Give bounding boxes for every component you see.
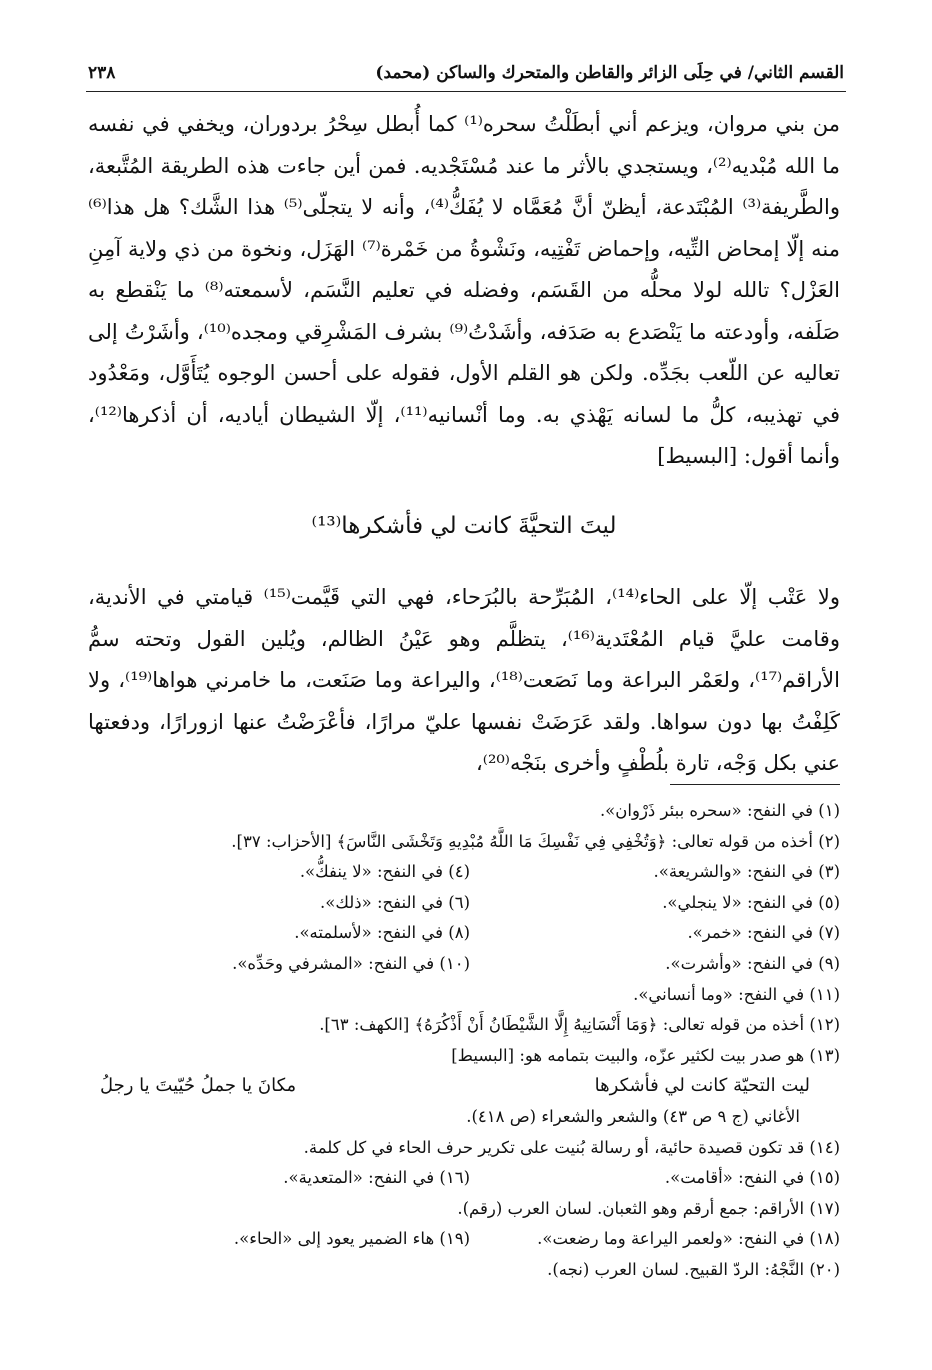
footnote-9: (٩) في النفح: «وأشرت». [665,953,840,973]
page-number: ٢٣٨ [88,63,116,83]
verse-second-hemistich: مكانَ يا جملُ حُيّيتَ يا رجلُ [100,1075,297,1097]
footnote-row-15-16 [100,1163,840,1194]
footnote-7: (٧) في النفح: «خمر». [687,923,840,943]
footnote-11: (١١) في النفح: «وما أنساني». [633,984,840,1004]
footnote-5: (٥) في النفح: «لا ينجلي». [662,892,840,912]
footnote-12: (١٢) أخذه من قوله تعالى: ﴿وَمَا أَنْسَانِيهُ إِلَّا الشَّيْطَانُ أَنْ أَذْكُرَهُ﴾ [الكهف: ٦٣]. [319,1015,840,1035]
footnote-1: (١) في النفح: «سحره ببئر ذَرْوان». [599,801,840,820]
footnote-10: (١٠) في النفح: «المشرفي وحَدِّه». [232,953,470,973]
footnote-13-source: الأغاني (ج ٩ ص ٤٣) والشعر والشعراء (ص ٤١٨). [466,1106,800,1126]
footnote-row-3-4 [100,857,840,888]
verse-line: ليتَ التحيَّةَ كانت لي فأشكرها⁽¹³⁾ [311,513,617,539]
page-header [88,58,844,88]
footnote-17: (١٧) الأراقم: جمع أرقم وهو الثعبان. لسان العرب (رقم). [457,1198,840,1218]
verse-first-hemistich: ليت التحيّة كانت لي فأشكرها [594,1075,810,1097]
footnote-row-7-8 [100,918,840,949]
footnote-14: (١٤) قد تكون قصيدة حائية، أو رسالة بُنيت على تكرير حرف الحاء في كل كلمة. [303,1137,840,1157]
footnote-18: (١٨) في النفح: «ولعمر اليراعة وما رضعت». [537,1229,840,1249]
footnote-16: (١٦) في النفح: «المتعدية». [283,1168,470,1188]
running-title: القسم الثاني/ في حِلَى الزائر والقاطن والمتحرك والساكن (محمد) [375,63,844,83]
footnote-20: (٢٠) النَّجْهُ: الردّ القبيح. لسان العرب (نجه). [547,1259,840,1279]
main-text-block-1 [88,104,840,478]
footnote-row-18-19 [100,1224,840,1255]
footnote-13: (١٣) هو صدر بيت لكثير عزّه، والبيت بتمامه هو: [البسيط] [451,1045,840,1065]
footnote-19: (١٩) هاء الضمير يعود إلى «الحاء». [233,1229,470,1249]
footnotes [100,796,840,1286]
footnote-row-5-6 [100,888,840,919]
footnote-row-9-10 [100,949,840,980]
main-text-block-2 [88,556,840,806]
paragraph-1: من بني مروان، ويزعم أني أبطَلْتُ سحره⁽¹⁾ كما أُبطل سِحْرُ بردوران، ويخفي في نفسه ما الله مُبْديه⁽²⁾، ويستجدي بالأثر ما عند مُسْتَجْديه. فمن أين جاءت هذه الطريقة المُتَّبعة، والطَّريفة⁽³⁾ المُبْتَدعة، أيظنّ أنَّ مُعَمَّاه لا يُفَكُّ⁽⁴⁾، وأنه لا يتجلّى⁽⁵⁾ هذا الشَّك؟ هل هذا⁽⁶⁾ منه إلّا إمحاض التِّيه، وإحماض تَفْتِيه، ونَشْوةُ من خَمْرة⁽⁷⁾ الهَزَل، ونخوة من ذي ولاية آمِنِ العَزْل؟ تالله لولا محلُّه من القَسَم، وفضله في تعليم النَّسَم، لأسمعته⁽⁸⁾ ما يَنْقطع به صَلَفه، وأودعته ما يَنْصَدع به صَدَفه، وأشَدْتُ⁽⁹⁾ بشرف المَشْرِقي ومجده⁽¹⁰⁾، وأشَرْتُ إلى تعاليه عن اللّعب بجَدِّه. ولكن هو القلم الأول، فقوله على أحسن الوجوه يُتَأَوَّل، ومَعْدُود في تهذيبه، كلُّ ما لسانه يَهْذي به. وما أنْسانيه⁽¹¹⁾، إلّا الشيطان أياديه، أن أذكرها⁽¹²⁾، وأنما أقول: [البسيط] [88,112,841,468]
footnote-2: (٢) أخذه من قوله تعالى: ﴿وَتُخْفِي فِي نَفْسِكَ مَا اللَّهُ مُبْدِيهِ وَتَخْشَى النَّاسَ﴾ [الأحزاب: ٣٧]. [231,831,840,851]
header-rule [86,91,846,92]
footnotes-separator [670,784,840,785]
footnote-8: (٨) في النفح: «لأسلمته». [294,923,470,943]
footnote-15: (١٥) في النفح: «أقامت». [664,1168,840,1188]
footnote-3: (٣) في النفح: «والشريعة». [653,862,840,882]
footnote-6: (٦) في النفح: «ذلك». [320,892,470,912]
paragraph-2: ولا عَتْب إلّا على الحاء⁽¹⁴⁾، المُبَرِّحة بالبُرَحاء، فهي التي قَيَّمت⁽¹⁵⁾ قيامتي في الأندية، وقامت عليَّ قيام المُعْتَدية⁽¹⁶⁾، يتظلَّم وهو عَيْنُ الظالم، ويُلين القول وتحته سمُّ الأراقم⁽¹⁷⁾، ولعَمْر البراعة وما نَصَعت⁽¹⁸⁾، واليراعة وما صَنَعت، ما خامرني هواها⁽¹⁹⁾، ولا كَلِفْتُ بها دون سواها. ولقد عَرَضَتْ نفسها عليّ مرارًا، فأعْرَضْتُ عنها ازورارًا، ودفعتها عني بكل وَجْه، تارة بلُطْفٍ وأخرى بنَجْه⁽²⁰⁾، [88,585,840,775]
footnote-13-verse [100,1071,840,1102]
footnote-4: (٤) في النفح: «لا ينفكُّ». [299,862,470,882]
